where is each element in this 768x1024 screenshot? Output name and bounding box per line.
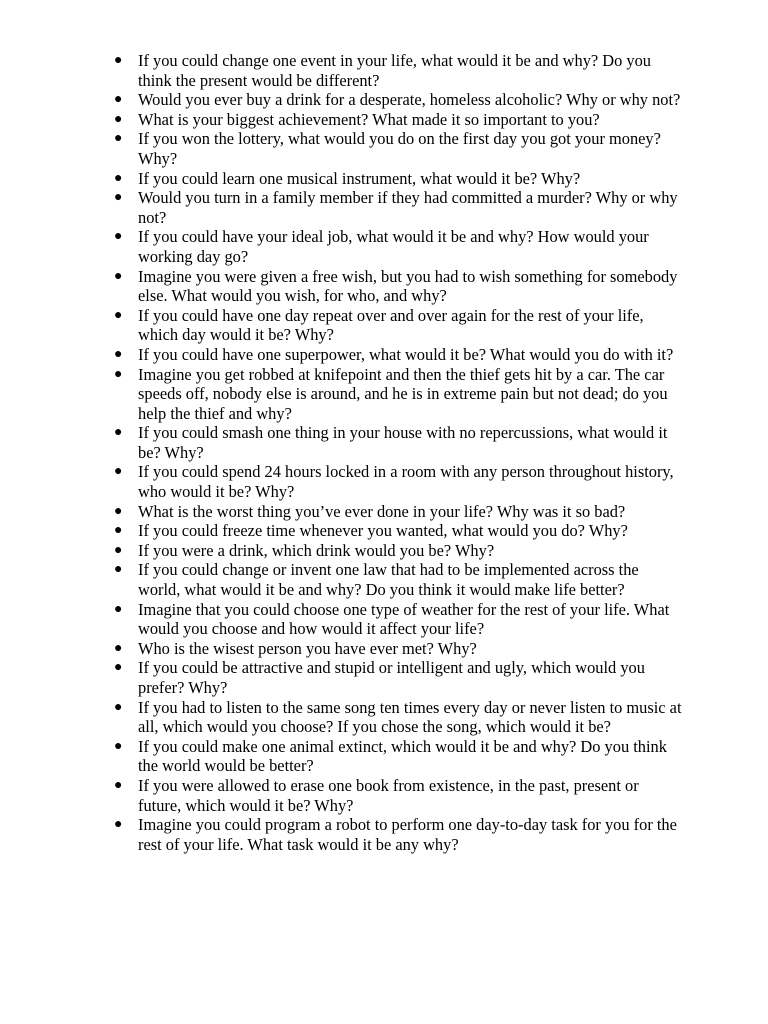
question-text: Imagine you were given a free wish, but you had to wish something for somebody else. What would you wish, for who, and why? (138, 266, 678, 306)
question-text: If you could have one day repeat over and over again for the rest of your life, which day would it be? Why? (138, 305, 644, 345)
bullet-icon: ● (114, 699, 123, 715)
question-item (114, 540, 683, 561)
bullet-icon: ● (114, 53, 123, 68)
question-item (114, 344, 683, 365)
bullet-icon: ● (114, 660, 123, 676)
question-text: If you could make one animal extinct, which would it be and why? Do you think the world would be better? (138, 736, 667, 776)
question-text: If you could have your ideal job, what would it be and why? How would your working day go? (138, 227, 649, 266)
bullet-icon: ● (114, 817, 123, 833)
question-text: Who is the wisest person you have ever met? Why? (138, 638, 477, 658)
question-item (114, 364, 683, 424)
question-text: What is the worst thing you’ve ever done in your life? Why was it so bad? (138, 501, 626, 521)
question-text: If you had to listen to the same song ten times every day or never listen to music at all, which would you choose? If you chose the song, which would it be? (138, 697, 682, 737)
question-item (114, 462, 683, 502)
bullet-icon: ● (114, 503, 123, 519)
bullet-icon: ● (114, 464, 123, 480)
question-text: Imagine that you could choose one type of weather for the rest of your life. What would you choose and how would it affect your life? (138, 599, 670, 639)
bullet-icon: ● (114, 268, 123, 284)
question-text: Imagine you could program a robot to perform one day-to-day task for you for the rest of your life. What task would it be any why? (138, 815, 677, 854)
bullet-icon: ● (114, 111, 123, 127)
question-text: If you could change or invent one law that had to be implemented across the world, what would it be and why? Do you think it would make life better? (138, 560, 639, 600)
question-item (114, 266, 683, 306)
bullet-icon: ● (114, 170, 123, 186)
bullet-icon: ● (114, 425, 123, 441)
question-item (114, 560, 683, 600)
bullet-icon: ● (114, 366, 123, 382)
question-item (114, 227, 683, 266)
question-text: If you could spend 24 hours locked in a room with any person throughout history, who would it be? Why? (138, 462, 674, 502)
question-text: If you could freeze time whenever you wanted, what would you do? Why? (138, 521, 628, 541)
bullet-icon: ● (114, 229, 123, 245)
question-item (114, 90, 683, 110)
question-item (114, 129, 683, 168)
question-item (114, 501, 683, 522)
question-text: If you could smash one thing in your house with no repercussions, what would it be? Why? (138, 423, 668, 462)
bullet-icon: ● (114, 346, 123, 362)
bullet-icon: ● (114, 190, 123, 206)
bullet-icon: ● (114, 562, 123, 578)
bullet-icon: ● (114, 542, 123, 558)
question-item (114, 697, 683, 737)
question-item (114, 638, 683, 659)
bullet-icon: ● (114, 777, 123, 793)
question-item (114, 188, 683, 227)
bullet-icon: ● (114, 307, 123, 323)
question-item (114, 736, 683, 776)
question-text: If you won the lottery, what would you do on the first day you got your money? Why? (138, 129, 661, 168)
bullet-icon: ● (114, 131, 123, 147)
question-text: What is your biggest achievement? What made it so important to you? (138, 109, 600, 129)
question-item (114, 109, 683, 130)
bullet-icon: ● (114, 640, 123, 656)
bullet-icon: ● (114, 523, 123, 539)
question-item (114, 775, 683, 815)
question-item (114, 168, 683, 189)
bullet-icon: ● (114, 92, 123, 108)
question-item (114, 815, 683, 854)
question-text: If you could be attractive and stupid or intelligent and ugly, which would you prefer? Why? (138, 658, 645, 697)
bullet-icon: ● (114, 601, 123, 617)
bullet-icon: ● (114, 738, 123, 754)
question-text: If you could learn one musical instrument, what would it be? Why? (138, 168, 581, 188)
question-text: Would you turn in a family member if they had committed a murder? Why or why not? (138, 188, 678, 227)
question-text: Imagine you get robbed at knifepoint and then the thief gets hit by a car. The car speeds off, nobody else is around, and he is in extreme pain but not dead; do you help the thief and why? (138, 364, 668, 423)
question-item (114, 305, 683, 345)
question-item (114, 658, 683, 697)
question-text: If you could have one superpower, what would it be? What would you do with it? (138, 344, 674, 364)
question-item (114, 521, 683, 541)
question-text: If you were a drink, which drink would you be? Why? (138, 540, 495, 560)
question-item (114, 51, 683, 90)
question-item (114, 423, 683, 462)
question-text: If you were allowed to erase one book from existence, in the past, present or future, which would it be? Why? (138, 775, 639, 815)
question-text: If you could change one event in your life, what would it be and why? Do you think the present would be different? (138, 51, 651, 90)
question-text: Would you ever buy a drink for a desperate, homeless alcoholic? Why or why not? (138, 90, 681, 110)
question-list (0, 51, 683, 854)
question-item (114, 599, 683, 639)
